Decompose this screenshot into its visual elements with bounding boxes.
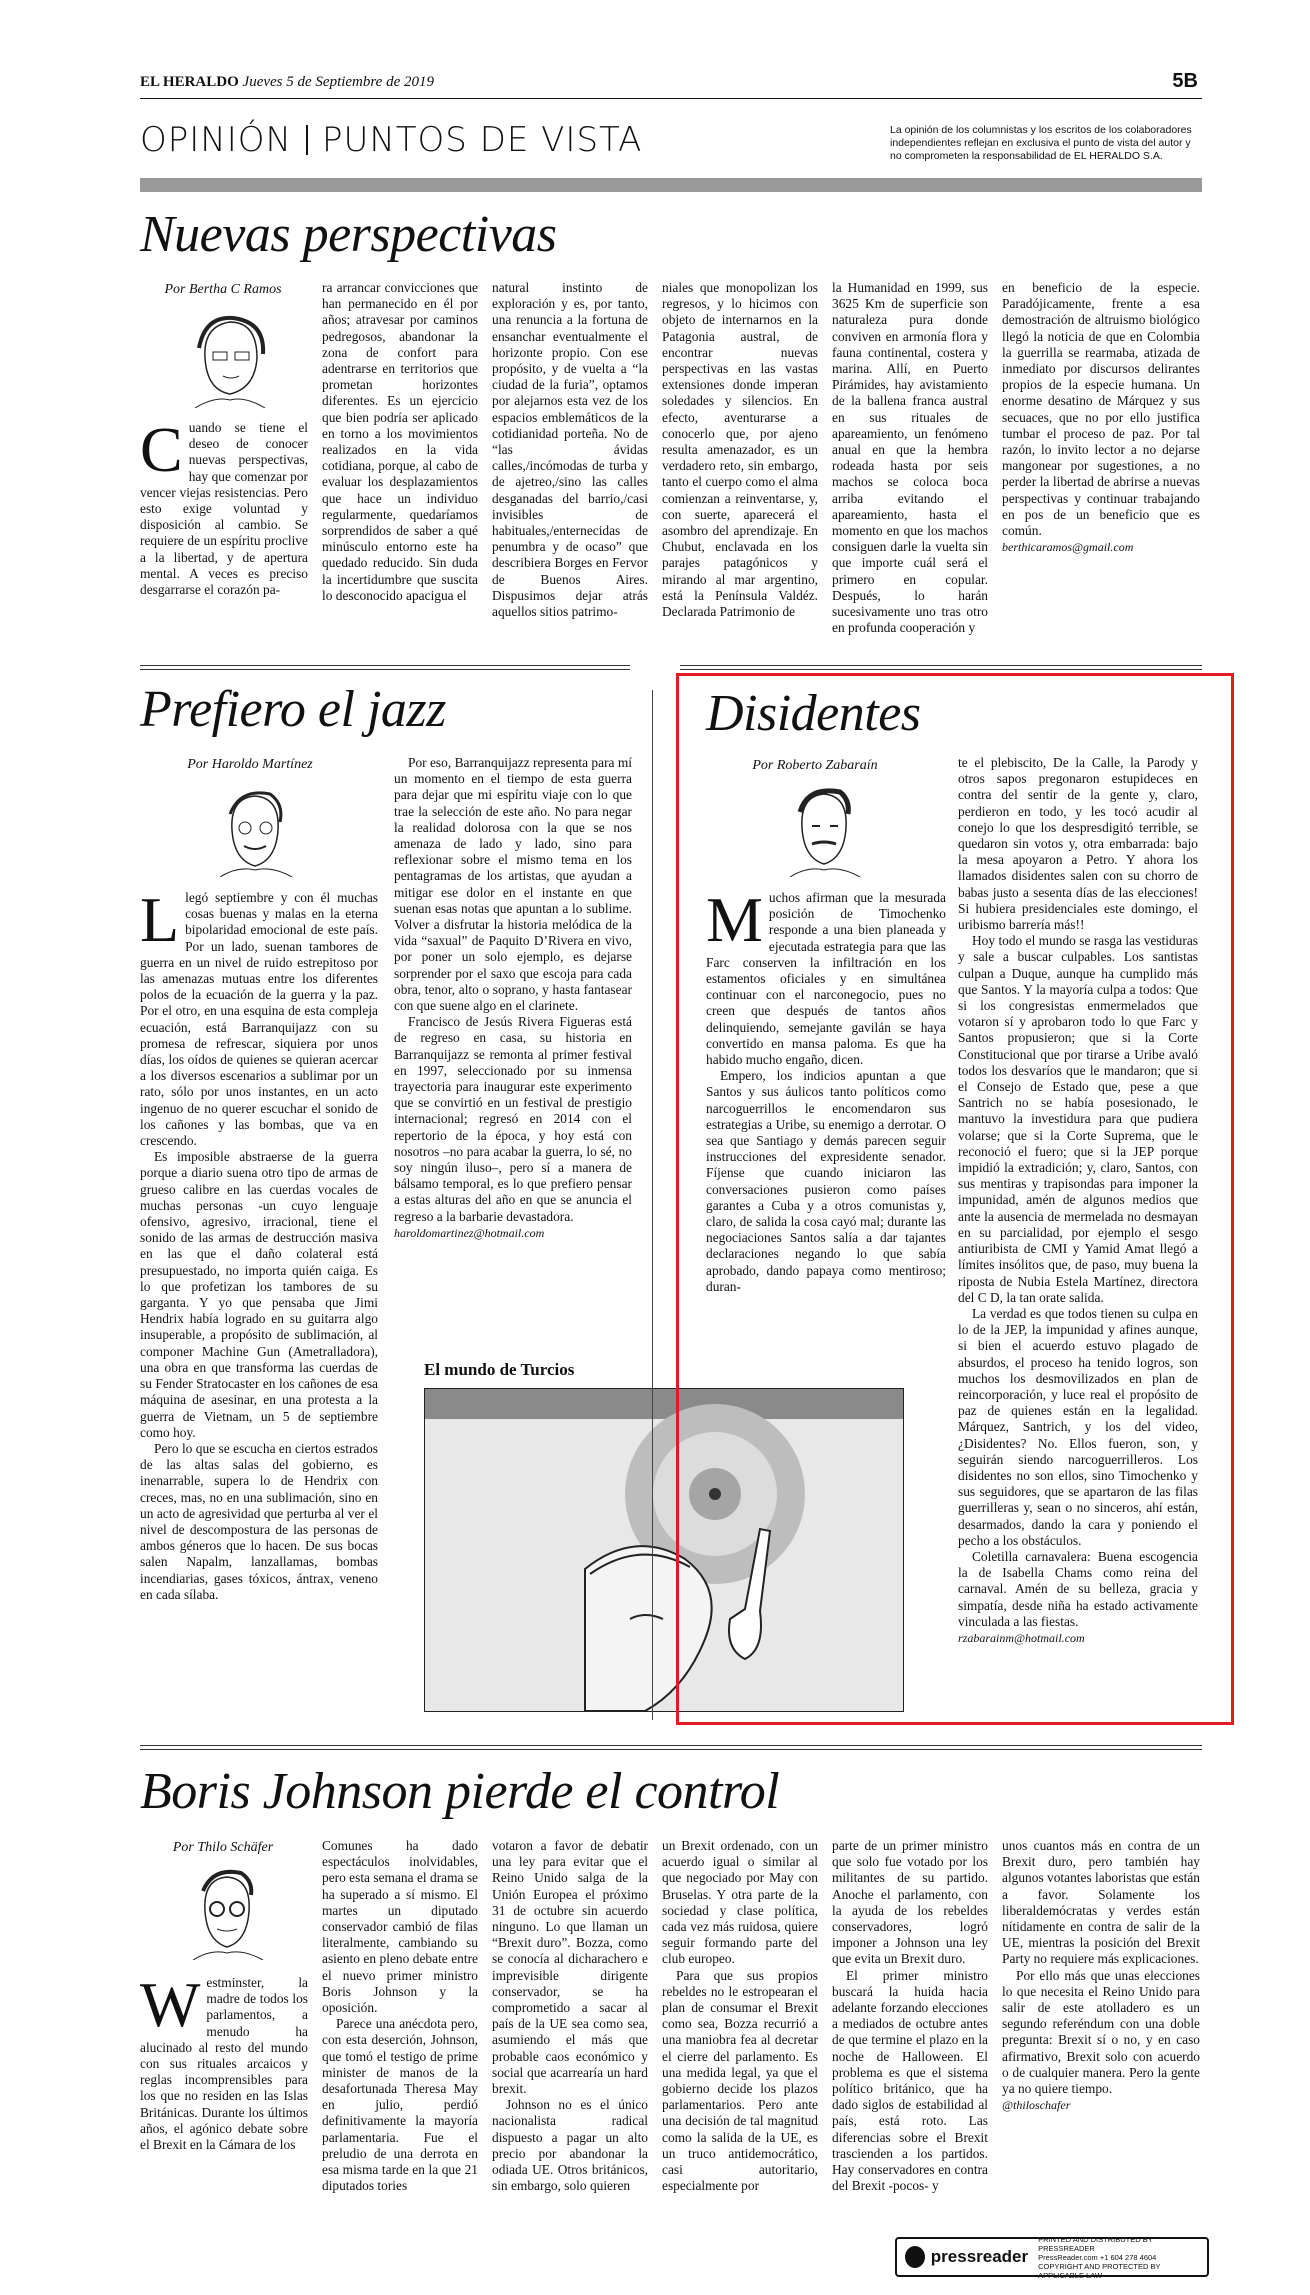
twitter-schafer: @thiloschafer [1002, 2098, 1071, 2113]
section-puntos: PUNTOS DE VISTA [321, 120, 643, 160]
disclaimer: La opinión de los columnistas y los escritos de los colaboradores independientes reflejan en exclusiva el punto de vista del autor y no comprometen la responsabilidad de EL HERALDO S.A. [890, 124, 1192, 162]
vertical-rule [652, 690, 653, 1720]
pressreader-line-2: PressReader.com +1 604 278 4604 [1038, 2252, 1157, 2262]
disidentes-col-1-p2: Empero, los indicios apuntan a que Santos y sus áulicos tanto políticos como narcoguerrillos le encomendaron sus estrategias a Uribe, su enemigo a derrotar. O sea que Santiago y demás parecen seguir instrucciones del expresidente senador. Fíjense que cuando iniciaron las conversaciones pusieron como países garantes a Cuba y a otros comunistas y, claro, de salida la cosa cayó mal; durante las negociaciones Santos salía a dar tajantes declaraciones negando lo que sabía aprobado, dando papaya como mentiroso; duran- [706, 1068, 946, 1294]
nuevas-col-5-text: la Humanidad en 1999, sus 3625 Km de superficie son naturaleza pura donde conviven en armonía flora y fauna continental, costera y marina. Allí, en Puerto Pirámides, hay avistamiento de la ballena franca austral en sus rituales de apareamiento, un fenómeno anual en que la hembra rodeada hasta por seis machos se coloca boca arriba evitando el apareamiento, hasta el momento en que los machos consiguen darle la vuelta sin que importe cuál será el primero en copular. Después, lo harán sucesivamente uno tras otro en profunda cooperación y [832, 280, 988, 636]
jazz-col-1-p3: Pero lo que se escucha en ciertos estrados de las altas salas del gobierno, es inenarrable, supera lo de Hendrix con creces, mas, no en una sublimación, sino en un acto de agresividad que perturba al ver el nivel de descompostura de las personas de ambos géneros que lo hacen. De sus bocas salen Napalm, lanzallamas, bombas incendiarias, gases tóxicos, ántrax, veneno en cada sílaba. [140, 1440, 378, 1602]
page-number: 5B [1172, 70, 1198, 92]
jazz-col-2-p1: Por eso, Barranquijazz representa para mí un momento en el tiempo de esta guerra para dejar que mi espíritu viaje con lo que trae la selección de este año. No para negar la realidad dolorosa con la que se nos amenaza de lado y lado, sino para reflexionar sobre el mismo tema en los pentagramas de los artistas, que ayudan a mitigar ese dolor en el instante en que suenan esas notas que apuntan a lo sublime. Volver a disfrutar la historia melódica de la vida “saxual” de Paquito D’Rivera en vivo, por poner un solo ejemplo, es dejarse sorprender por el saxo que escoja para cada obra, tenor, alto o soprano, y hasta fantasear con que suene algo en el clarinete. [394, 755, 632, 1014]
boris-col-5 [832, 1838, 988, 2194]
pressreader-badge[interactable] [895, 2234, 1209, 2280]
pressreader-line-3: COPYRIGHT AND PROTECTED BY APPLICABLE LAW [1038, 2261, 1161, 2280]
boris-col-5-p1: parte de un primer ministro que solo fue votado por los militantes de su partido. Anoche el parlamento, con la ayuda de los rebeldes conservadores, logró imponer a Johnson una ley que evita un Brexit duro. [832, 1838, 988, 1967]
boris-col-2-p1: Comunes ha dado espectáculos inolvidables, pero esta semana el drama se ha superado a sí mismo. El martes un diputado conservador cambió de filas literalmente, cambiando su asiento en pleno debate entre el nuevo primer ministro Boris Johnson y la oposición. [322, 1838, 478, 2016]
nuevas-col-2-text: ra arrancar convicciones que han permanecido en él por años; atravesar por caminos pedregosos, abandonar la zona de confort para adentrarse en territorios que prometan horizontes diferentes. Es un ejercicio que bien podría ser aplicado en torno a los movimientos realizados en la vida cotidiana, porque, al cabo de evaluar los desplazamientos que hace un individuo regularmente, quedaríamos sorprendidos de saber a qué minúsculo entorno este ha quedado reducido. Sin duda la incertidumbre que suscita lo desconocido apacigua el [322, 280, 478, 603]
dropcap-l: L [140, 884, 180, 955]
boris-col-4-p1: un Brexit ordenado, con un acuerdo igual o similar al que negociado por May con Bruselas. Y otra parte de la sociedad y clase política, cada vez más ruidosa, quiere seguir formando parte del club europeo. [662, 1838, 818, 1967]
boris-top-rule [140, 1745, 1202, 1750]
boris-col-4-p2: Para que sus propios rebeldes no le estropearan el plan de consumar el Brexit como sea, Bozza recurrió a una maniobra fea al decretar el cierre del parlamento. Es una medida legal, ya que el gobierno decide los plazos parlamentarios. Pero ante una decisión de tal magnitud como la salida de la UE, es un truco antidemocrático, casi autoritario, especialmente por [662, 1967, 818, 2194]
author-sketch-martinez [210, 782, 300, 877]
email-martinez: haroldomartinez@hotmail.com [394, 1225, 545, 1240]
cartoon-title: El mundo de Turcios [424, 1360, 575, 1379]
disidentes-col-2-p2: Hoy todo el mundo se rasga las vestiduras y sale a buscar culpables. Los santistas culpan a Duque, aunque ha cumplido más que Santos. Y la mayoría culpa a todos: Que si los congresistas enmermelados que votaron sí y aprobaron todo lo que Farc y Santos propusieron; que si la Corte Constitucional que por tirarse a Uribe avaló todos los desvaríos que le mandaron; que si el Consejo de Estado que, pese a que Santrich no se había posesionado, le mantuvo la investidura para que pudiera volarse; que si la Corte Suprema, que le reconoció el fuero; que si la JEP porque impidió la extradición; y, claro, Santos, con sus mentiras y trapisondas para imponer la impunidad, amén de algunos medios que ante la ausencia de mermelada no desmayan en su parcialidad, por ejemplo el sesgo antiuribista de CMI y Yamid Amat llegó a límites insólitos que, de paso, muy buena la riposta de Nubia Estela Martínez, directora del C D, la tan orate salida. [958, 933, 1198, 1305]
author-sketch-schafer [185, 1865, 270, 1960]
pressreader-info [1038, 2235, 1207, 2280]
dropcap-m: M [706, 884, 763, 955]
section-grey-bar [140, 178, 1202, 192]
disidentes-col-2 [958, 755, 1198, 1646]
issue-date: Jueves 5 de Septiembre de 2019 [242, 74, 434, 90]
boris-col-6-p1: unos cuantos más en contra de un Brexit duro, pero también hay algunos votantes laboristas que están a favor. Solamente los liberaldemócratas y verdes están nítidamente en contra de salir de la UE, mientras la posición del Brexit Party no requiere más explicaciones. [1002, 1838, 1200, 1967]
headline-disidentes: Disidentes [706, 685, 921, 742]
jazz-col-2-p2: Francisco de Jesús Rivera Figueras está de regreso en casa, su historia en Barranquijazz se remonta al primer festival en 1997, seleccionado por su inmensa trayectoria para inaugurar este experimento que se convirtió en un festival de prestigio internacional; regresó en 2014 con el repertorio de la época, y hoy está con nosotros –no para acabar la guerra, lo sé, no soy ningún iluso–, pero sí a manera de bálsamo temporal, es lo que prefiero pensar a estas alturas del año en que se anuncia el regreso a la barbarie devastadora. [394, 1014, 632, 1224]
boris-col-3 [492, 1838, 648, 2194]
nuevas-col-1-text: uando se tiene el deseo de conocer nuevas perspectivas, hay que comenzar por vencer viejas resistencias. Pero esto exige voluntad y disposición al cambio. Se requiere de un espíritu proclive a la libertad, y de apertura mental. A veces es preciso desgarrarse el corazón pa- [140, 420, 308, 598]
jazz-col-1 [140, 884, 378, 1603]
pressreader-name: pressreader [930, 2247, 1029, 2266]
disidentes-top-rule [680, 665, 1202, 670]
byline-nuevas: Por Bertha C Ramos [164, 282, 282, 297]
jazz-col-1-p1: legó septiembre y con él muchas cosas buenas y malas en la eterna bipolaridad emocional de este país. Por un lado, suenan tambores de guerra en un nivel de ruido estrepitoso por las amenazas mutuas entre los diferentes polos de la ecuación de la guerra y la paz. Por el otro, en una esquina de esta compleja ecuación, está Barranquijazz con su promesa de refrescar, siquiera por unos días, los oídos de quienes se quieran acercar a los diversos escenarios a sublimar por un rato, sólo por unos instantes, en un acto ingenuo de no querer escuchar el sonido de los cañones y las bombas, que va en crescendo. [140, 890, 378, 1149]
boris-col-6-p2: Por ello más que unas elecciones lo que necesita el Reino Unido para salir de este atolladero es un segundo referéndum con una doble pregunta: Brexit sí o no, y en caso afirmativo, Brexit solo con acuerdo o de cualquier manera. Pero la gente ya no quiere tiempo. [1002, 1967, 1200, 2097]
disidentes-col-2-p4: Coletilla carnavalera: Buena escogencia la de Isabella Chams como reina del carnaval. Amén de su belleza, gracia y simpatía, desde niña ha estado activamente vinculada a las fiestas. [958, 1548, 1198, 1629]
boris-col-6 [1002, 1838, 1200, 2113]
section-title [140, 120, 642, 160]
nuevas-col-6-text: en beneficio de la especie. Paradójicamente, frente a esa demostración de altruismo biológico llegó la noticia de que en Colombia la guerrilla se rearmaba, atizada de inmediato por discursos delirantes propios de la especie humana. Un enorme desatino de Márquez y sus secuaces, que no por ello justifica tumbar el proceso de paz. Por tal razón, lo invito lector a no dejarse mangonear por sugestiones, a no perder la libertad de abrirse a nuevas perspectivas y continuar trabajando en pos de un beneficio que es común. [1002, 280, 1200, 539]
jazz-top-rule [140, 665, 630, 670]
headline-nuevas: Nuevas perspectivas [140, 206, 557, 263]
section-divider [306, 125, 308, 155]
byline-disidentes: Por Roberto Zabaraín [752, 758, 878, 773]
nuevas-col-3 [492, 280, 648, 620]
disidentes-col-2-p1: te el plebiscito, De la Calle, la Parody y otros sapos pregonaron estupideces en contra del sentir de la gente y, claro, perdieron en todo, y les tocó acudir al conejo lo que los despresdigitó terrible, se quedaron sin votos y, otra embarrada: bajo la mesa apoyaron a Petro. Y ahora los llamados disidentes salen con su chorro de babas justo a sesenta días de las elecciones! Si hubiera presidenciales este domingo, el uribismo barrería más!! [958, 755, 1198, 933]
author-sketch-zabarain [782, 782, 867, 877]
boris-col-2 [322, 1838, 478, 2194]
boris-col-3-p2: Johnson no es el único nacionalista radical dispuesto a pagar un alto precio por abandonar la odiada UE. Otros británicos, sin embargo, solo quieren [492, 2097, 648, 2194]
masthead [140, 74, 1200, 91]
jazz-col-1-p2: Es imposible abstraerse de la guerra porque a diario suena otro tipo de armas de grueso calibre en las cuerdas vocales de muchas personas -un cuyo lenguaje ofensivo, agresivo, irracional, tiene el sonido de las armas de destrucción masiva en las que el daño colateral está presupuestado, no importa quién caiga. Es lo que profetizan los tambores de su garganta. Y yo que pensaba que Jimi Hendrix había logrado en su guitarra algo insuperable, a propósito de sublimación, al componer Machine Gun (Ametralladora), una obra en que transforma las cuerdas de su Fender Stratocaster en los cañones de esa máquina de asesinar, en una protesta a la guerra de Vietnam, un 5 de septiembre como hoy. [140, 1149, 378, 1440]
pressreader-line-1: PRINTED AND DISTRIBUTED BY PRESSREADER [1038, 2234, 1153, 2253]
disidentes-col-2-p3: La verdad es que todos tienen su culpa en lo de la JEP, la impunidad y afines aunque, si bien el acuerdo estuvo plagado de absurdos, el proceso ha tenido logros, son muchos los desmovilizados en plan de reincorporación, y luce real el propósito de paz de quienes están en la legalidad. Márquez, Santrich, y los del video, ¿Disidentes? No. Ellos fueron, son, y seguirán siendo narcoguerrilleros. Los disidentes no son ellos, sino Timochenko y sus seguidores, que se apartaron de las filas guerrilleras y, sean o no sinceros, ahí están, desarmados, dando la cara y poniendo el pecho a los obstáculos. [958, 1305, 1198, 1548]
email-zabarain: rzabarainm@hotmail.com [958, 1630, 1085, 1645]
nuevas-col-1 [140, 414, 308, 598]
nuevas-col-6 [1002, 280, 1200, 555]
masthead-rule [140, 98, 1202, 99]
disidentes-col-1 [706, 884, 946, 1295]
boris-col-4 [662, 1838, 818, 2194]
byline-boris: Por Thilo Schäfer [172, 1840, 274, 1855]
disidentes-col-1-p1: uchos afirman que la mesurada posición de Timochenko responde a una bien planeada y ejecutada estrategia para que las Farc conserven la infiltración en los estamentos oficiales y en simultánea continuar con el narconegocio, pues no creen que después de tantos años delinquiendo, semejante gavilán se haya convertido en mansa paloma. Es que ha habido mucho engaño, dicen. [706, 890, 946, 1068]
nuevas-col-4 [662, 280, 818, 620]
paper-name: EL HERALDO [140, 74, 239, 90]
boris-col-1-text: estminster, la madre de todos los parlamentos, a menudo ha alucinado al resto del mundo con sus rituales arcaicos y reglas incomprensibles para los que no residen en las Islas Británicas. Durante los últimos años, el agónico debate sobre el Brexit en la Cámara de los [140, 1975, 308, 2153]
dropcap-c: C [140, 414, 183, 485]
nuevas-col-5 [832, 280, 988, 636]
boris-col-1 [140, 1969, 308, 2153]
boris-col-5-p2: El primer ministro buscará la huida hacia adelante forzando elecciones a mediados de octubre antes de que termine el plazo en la noche de Halloween. El problema es que el sistema político británico, que ha dado siglos de estabilidad al país, está roto. Las diferencias sobre el Brexit trascienden a los partidos. Hay conservadores en contra del Brexit -pocos- y [832, 1967, 988, 2194]
byline-jazz: Por Haroldo Martínez [187, 757, 313, 772]
nuevas-col-3-text: natural instinto de exploración y es, por tanto, una renuncia a la fortuna de ensanchar eventualmente el horizonte propio. Con ese propósito, y de vuelta a “la ciudad de la furia”, optamos por alejarnos esta vez de los espacios emblemáticos de la cotidianidad porteña. No de “las ávidas calles,/incómodas de turba y de ajetreo,/sino las calles desganadas del barrio,/casi invisibles de habituales,/enternecidas de penumbra y de ocaso” que describiera Borges en Fervor de Buenos Aires. Dispusimos dejar atrás aquellos sitios patrimo- [492, 280, 648, 620]
section-opinion: OPINIÓN [140, 120, 292, 160]
headline-jazz: Prefiero el jazz [140, 681, 446, 738]
email-ramos: berthicaramos@gmail.com [1002, 540, 1134, 555]
nuevas-col-2 [322, 280, 478, 604]
pressreader-logo-icon [905, 2246, 925, 2268]
jazz-col-2 [394, 755, 632, 1241]
boris-col-3-p1: votaron a favor de debatir una ley para evitar que el Reino Unido salga de la Unión Europea el próximo 31 de octubre sin acuerdo ninguno. Lo que llaman un “Brexit duro”. Bozza, como se conocía al dicharachero e imprevisible dirigente conservador, se ha comprometido a sacar al país de la UE sea como sea, asumiendo el más que probable caos económico y social que acarrearía un hard brexit. [492, 1838, 648, 2097]
headline-boris: Boris Johnson pierde el control [140, 1763, 780, 1820]
dropcap-w: W [140, 1969, 201, 2040]
author-sketch-ramos [185, 308, 275, 408]
boris-col-2-p2: Parece una anécdota pero, con esta deserción, Johnson, que tomó el testigo de prime minister de manos de la desafortunada Theresa May en julio, perdió definitivamente la mayoría parlamentaria. Fue el preludio de una derrota en esa misma tarde en la que 21 diputados tories [322, 2016, 478, 2194]
nuevas-col-4-text: niales que monopolizan los regresos, y lo hicimos con objeto de internarnos en la Patagonia austral, de encontrar nuevas perspectivas en las vastas extensiones donde imperan soledades y silencios. En efecto, aventurarse a conocerlo que, por ajeno resulta amenazador, es un verdadero reto, sin embargo, tanto el cuerpo como el alma comienzan a reinventarse, y, con suerte, aparecerá el asombro del aprendizaje. En Chubut, enclavada en los parajes patagónicos y mirando al mar argentino, está la Península Valdéz. Declarada Patrimonio de [662, 280, 818, 620]
